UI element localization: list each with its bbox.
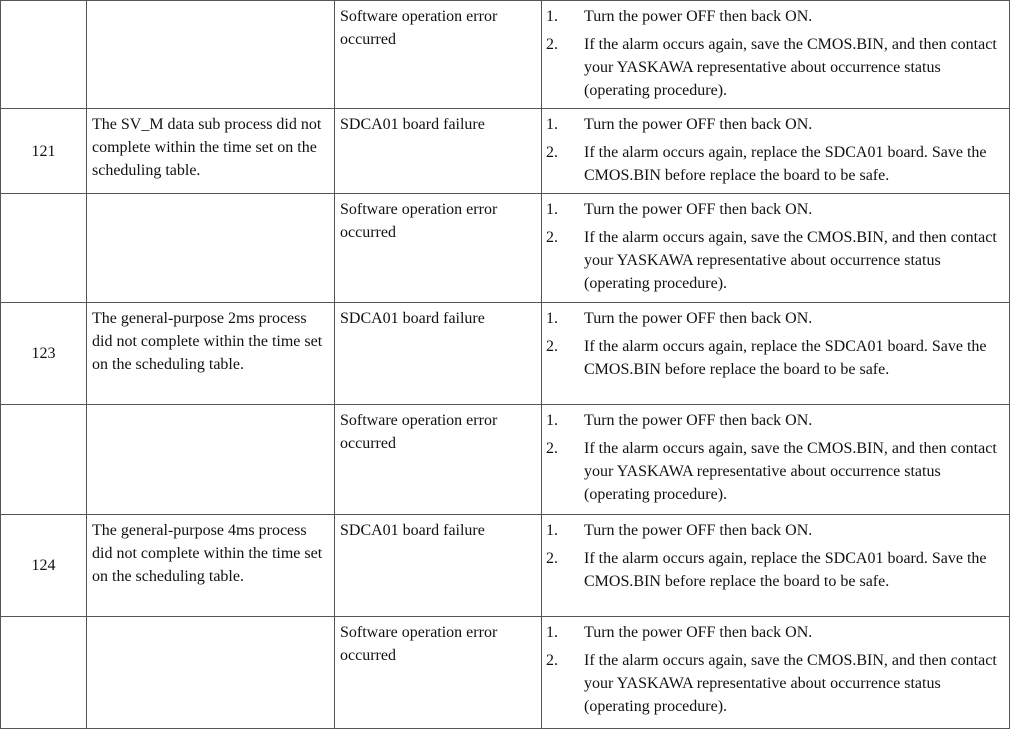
alarm-cause: Software operation error occurred: [335, 405, 542, 515]
step-number: 1.: [546, 8, 558, 25]
alarm-description: The general-purpose 2ms process did not complete within the time set on the scheduling table.: [87, 303, 335, 405]
step-text: Turn the power OFF then back ON.: [584, 412, 813, 429]
step-number: 1.: [546, 310, 558, 327]
remedy-step: [546, 198, 1001, 221]
step-number: 1.: [546, 116, 558, 133]
step-number: 1.: [546, 201, 558, 218]
alarm-description: [87, 405, 335, 515]
alarm-remedy: [542, 194, 1010, 303]
step-number: 2.: [546, 36, 558, 53]
table-row: [1, 303, 1010, 405]
step-number: 2.: [546, 652, 558, 669]
step-text: If the alarm occurs again, replace the SDCA01 board. Save the CMOS.BIN before replace the board to be safe.: [584, 338, 987, 378]
step-text: If the alarm occurs again, save the CMOS.BIN, and then contact your YASKAWA representative about occurrence status (operating procedure).: [584, 229, 997, 292]
remedy-step: [546, 141, 1001, 187]
remedy-step: [546, 621, 1001, 644]
step-text: If the alarm occurs again, save the CMOS.BIN, and then contact your YASKAWA representative about occurrence status (operating procedure).: [584, 440, 997, 503]
alarm-number: 121: [1, 109, 87, 194]
alarm-cause: SDCA01 board failure: [335, 109, 542, 194]
step-number: 1.: [546, 412, 558, 429]
table-row: [1, 405, 1010, 515]
alarm-description: The general-purpose 4ms process did not complete within the time set on the scheduling table.: [87, 515, 335, 617]
step-text: Turn the power OFF then back ON.: [584, 8, 813, 25]
alarm-cause: Software operation error occurred: [335, 1, 542, 109]
remedy-step: [546, 437, 1001, 506]
remedy-step: [546, 547, 1001, 593]
step-text: Turn the power OFF then back ON.: [584, 116, 813, 133]
step-number: 2.: [546, 338, 558, 355]
alarm-cause: Software operation error occurred: [335, 617, 542, 729]
alarm-cause: SDCA01 board failure: [335, 515, 542, 617]
step-text: If the alarm occurs again, replace the SDCA01 board. Save the CMOS.BIN before replace the board to be safe.: [584, 144, 987, 184]
alarm-cause: Software operation error occurred: [335, 194, 542, 303]
step-number: 1.: [546, 624, 558, 641]
alarm-remedy: [542, 405, 1010, 515]
alarm-description: The SV_M data sub process did not complete within the time set on the scheduling table.: [87, 109, 335, 194]
remedy-step: [546, 649, 1001, 718]
step-number: 2.: [546, 229, 558, 246]
remedy-step: [546, 335, 1001, 381]
step-number: 2.: [546, 550, 558, 567]
step-text: Turn the power OFF then back ON.: [584, 310, 813, 327]
step-number: 1.: [546, 522, 558, 539]
step-text: Turn the power OFF then back ON.: [584, 624, 813, 641]
table-row: [1, 515, 1010, 617]
step-number: 2.: [546, 144, 558, 161]
alarm-remedy: [542, 617, 1010, 729]
remedy-step: [546, 409, 1001, 432]
step-text: If the alarm occurs again, save the CMOS.BIN, and then contact your YASKAWA representative about occurrence status (operating procedure).: [584, 652, 997, 715]
table-row: [1, 194, 1010, 303]
alarm-number: [1, 405, 87, 515]
alarm-number: 123: [1, 303, 87, 405]
remedy-step: [546, 307, 1001, 330]
step-text: If the alarm occurs again, save the CMOS.BIN, and then contact your YASKAWA representative about occurrence status (operating procedure).: [584, 36, 997, 99]
remedy-step: [546, 33, 1001, 102]
alarm-remedy: [542, 1, 1010, 109]
alarm-description: [87, 1, 335, 109]
remedy-step: [546, 113, 1001, 136]
remedy-step: [546, 226, 1001, 295]
alarm-remedy: [542, 515, 1010, 617]
alarm-cause: SDCA01 board failure: [335, 303, 542, 405]
remedy-step: [546, 519, 1001, 542]
alarm-number: [1, 617, 87, 729]
step-text: Turn the power OFF then back ON.: [584, 522, 813, 539]
table-row: [1, 617, 1010, 729]
alarm-number: [1, 194, 87, 303]
alarm-remedy: [542, 303, 1010, 405]
alarm-remedy: [542, 109, 1010, 194]
alarm-description: [87, 617, 335, 729]
alarm-description: [87, 194, 335, 303]
table-row: [1, 1, 1010, 109]
remedy-step: [546, 5, 1001, 28]
alarm-number: [1, 1, 87, 109]
alarm-number: 124: [1, 515, 87, 617]
step-text: Turn the power OFF then back ON.: [584, 201, 813, 218]
step-text: If the alarm occurs again, replace the SDCA01 board. Save the CMOS.BIN before replace the board to be safe.: [584, 550, 987, 590]
step-number: 2.: [546, 440, 558, 457]
table-row: [1, 109, 1010, 194]
